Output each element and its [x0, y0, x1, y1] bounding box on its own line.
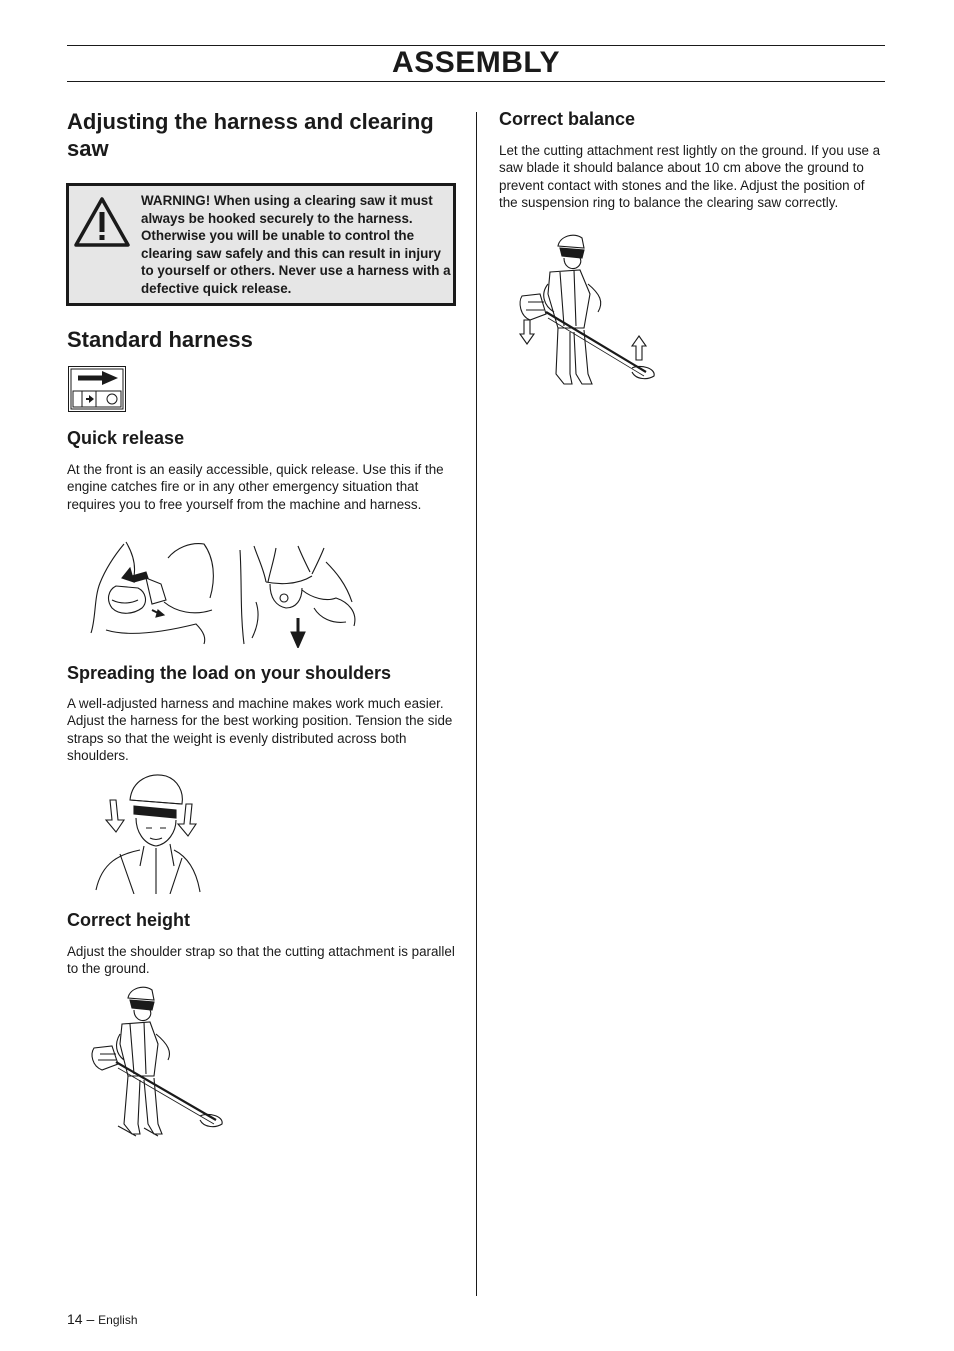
warning-text: WARNING! When using a clearing saw it must always be hooked securely to the harness. Otherwise you will be unable to control the clearing saw safely and this can result in injury to yourself or others. Never use a harness with a defective quick release.: [141, 193, 451, 296]
correct-balance-operator-illustration: [518, 232, 660, 396]
quick-release-hands-illustration: [86, 538, 222, 646]
warning-triangle-icon: [73, 196, 131, 248]
quick-release-title: Quick release: [67, 428, 185, 448]
page-footer: [67, 1311, 138, 1327]
page-number: 14 –: [67, 1311, 95, 1327]
spreading-load-title: Spreading the load on your shoulders: [67, 663, 392, 683]
standard-harness-title: Standard harness: [67, 327, 253, 352]
spreading-load-body: A well-adjusted harness and machine makes work much easier. Adjust the harness for the best working position. Tension the side straps so that the weight is evenly distributed across both shoulders.: [67, 696, 453, 764]
quick-release-harness-illustration: [236, 542, 364, 648]
harness-model-symbol-icon: [68, 366, 126, 412]
correct-height-body: Adjust the shoulder strap so that the cutting attachment is parallel to the ground.: [67, 944, 455, 977]
correct-height-operator-illustration: [88, 984, 228, 1144]
page-title: ASSEMBLY: [392, 46, 560, 79]
warning-box: [66, 183, 456, 306]
page-language: English: [98, 1313, 138, 1327]
section-title: Adjusting the harness and clearing saw: [67, 109, 434, 161]
shoulder-straps-illustration: [90, 770, 206, 894]
correct-balance-body: Let the cutting attachment rest lightly on the ground. If you use a saw blade it should balance about 10 cm above the ground to prevent contact with stones and the like. Adjust the position of the suspension ring to balance the clearing saw correctly.: [499, 143, 881, 211]
correct-balance-title: Correct balance: [499, 109, 636, 129]
column-divider: [476, 112, 477, 1296]
correct-height-title: Correct height: [67, 910, 191, 930]
header-bottom-rule: [67, 81, 885, 82]
quick-release-body: At the front is an easily accessible, quick release. Use this if the engine catches fire or in any other emergency situation that requires you to free yourself from the machine and harness.: [67, 462, 444, 512]
